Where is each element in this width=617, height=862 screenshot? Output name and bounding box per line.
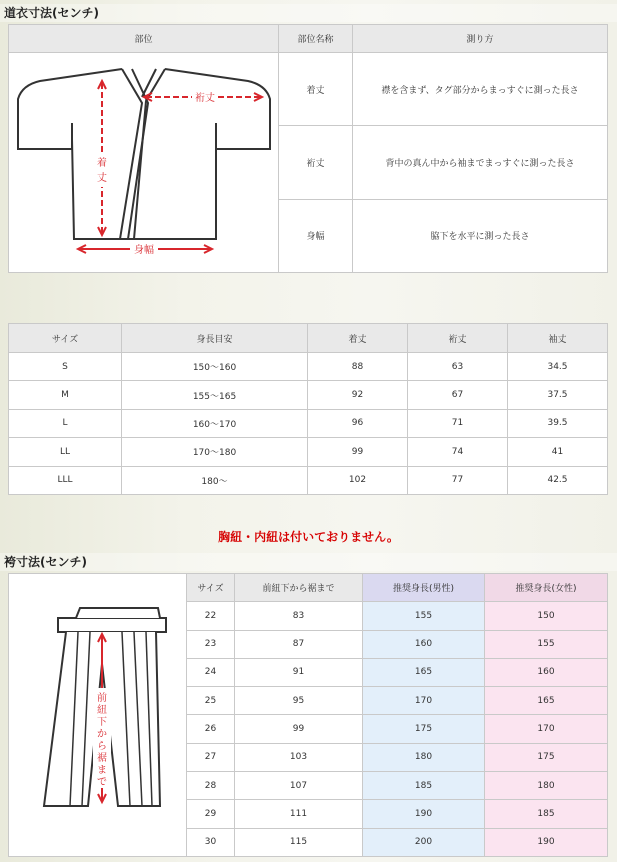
length-cell: 99	[235, 715, 363, 743]
size-cell: LL	[9, 438, 122, 466]
male-height-cell: 185	[363, 771, 485, 799]
male-height-cell: 190	[363, 800, 485, 828]
size-cell: 23	[187, 630, 235, 658]
yuki-cell: 77	[408, 466, 508, 494]
dougi-size-table	[8, 323, 608, 495]
part-name-cell: 身幅	[279, 199, 353, 272]
table-row	[9, 438, 608, 466]
size-cell: L	[9, 409, 122, 437]
size-cell: 22	[187, 602, 235, 630]
length-cell: 111	[235, 800, 363, 828]
size-cell: 27	[187, 743, 235, 771]
male-height-cell: 170	[363, 687, 485, 715]
section-title-dougi: 道衣寸法(センチ)	[0, 4, 617, 22]
length-cell: 92	[308, 381, 408, 409]
sleeve-cell: 42.5	[508, 466, 608, 494]
male-height-cell: 200	[363, 828, 485, 856]
dougi-measure-table	[8, 24, 608, 273]
table-row	[9, 466, 608, 494]
yuki-cell: 63	[408, 353, 508, 381]
length-cell: 99	[308, 438, 408, 466]
hakama-diagram-cell	[9, 574, 187, 857]
header-male-height: 推奨身長(男性)	[363, 574, 485, 602]
size-cell: M	[9, 381, 122, 409]
notice-text: 胸紐・内紐は付いておりません。	[218, 530, 399, 544]
part-name-cell: 裄丈	[279, 126, 353, 199]
size-cell: S	[9, 353, 122, 381]
sleeve-label: 裄丈	[194, 93, 215, 104]
method-cell: 背中の真ん中から袖までまっすぐに測った長さ	[353, 126, 608, 199]
table-row	[9, 381, 608, 409]
svg-text:で: で	[96, 777, 107, 788]
svg-text:紐: 紐	[96, 705, 107, 716]
header-sleeve: 袖丈	[508, 324, 608, 353]
female-height-cell: 150	[485, 602, 608, 630]
length-label-2: 丈	[96, 173, 107, 184]
length-cell: 103	[235, 743, 363, 771]
dougi-diagram-cell	[9, 53, 279, 273]
header-part: 部位	[9, 25, 279, 53]
part-name-cell: 着丈	[279, 53, 353, 126]
length-label-1: 着	[96, 158, 107, 169]
svg-text:ま: ま	[96, 765, 107, 776]
yuki-cell: 74	[408, 438, 508, 466]
height-cell: 155〜165	[122, 381, 308, 409]
sleeve-cell: 37.5	[508, 381, 608, 409]
height-cell: 160〜170	[122, 409, 308, 437]
female-height-cell: 165	[485, 687, 608, 715]
female-height-cell: 170	[485, 715, 608, 743]
dougi-diagram	[10, 53, 278, 269]
female-height-cell: 180	[485, 771, 608, 799]
length-cell: 83	[235, 602, 363, 630]
waistband	[58, 618, 166, 632]
table-row	[9, 353, 608, 381]
header-method: 測り方	[353, 25, 608, 53]
size-cell: 24	[187, 658, 235, 686]
length-cell: 87	[235, 630, 363, 658]
sleeve-cell: 34.5	[508, 353, 608, 381]
svg-text:裾: 裾	[96, 753, 107, 764]
male-height-cell: 175	[363, 715, 485, 743]
length-cell: 96	[308, 409, 408, 437]
length-cell: 107	[235, 771, 363, 799]
height-cell: 180〜	[122, 466, 308, 494]
size-cell: 29	[187, 800, 235, 828]
width-label: 身幅	[133, 245, 154, 256]
male-height-cell: 180	[363, 743, 485, 771]
length-cell: 115	[235, 828, 363, 856]
svg-text:か: か	[96, 729, 107, 740]
sleeve-cell: 41	[508, 438, 608, 466]
size-cell: 28	[187, 771, 235, 799]
size-cell: LLL	[9, 466, 122, 494]
method-cell: 襟を含まず、タグ部分からまっすぐに測った長さ	[353, 53, 608, 126]
svg-text:下: 下	[96, 717, 107, 728]
section-title-hakama: 袴寸法(センチ)	[0, 553, 617, 571]
male-height-cell: 155	[363, 602, 485, 630]
female-height-cell: 155	[485, 630, 608, 658]
height-cell: 150〜160	[122, 353, 308, 381]
length-cell: 95	[235, 687, 363, 715]
female-height-cell: 175	[485, 743, 608, 771]
method-cell: 脇下を水平に測った長さ	[353, 199, 608, 272]
yuki-cell: 67	[408, 381, 508, 409]
svg-text:前: 前	[96, 693, 107, 704]
height-cell: 170〜180	[122, 438, 308, 466]
header-yuki: 裄丈	[408, 324, 508, 353]
header-female-height: 推奨身長(女性)	[485, 574, 608, 602]
size-cell: 26	[187, 715, 235, 743]
female-height-cell: 185	[485, 800, 608, 828]
size-cell: 30	[187, 828, 235, 856]
male-height-cell: 160	[363, 630, 485, 658]
yuki-cell: 71	[408, 409, 508, 437]
male-height-cell: 165	[363, 658, 485, 686]
svg-text:ら: ら	[96, 741, 107, 752]
header-height: 身長目安	[122, 324, 308, 353]
header-front-length: 前紐下から裾まで	[235, 574, 363, 602]
header-part-name: 部位名称	[279, 25, 353, 53]
length-cell: 91	[235, 658, 363, 686]
table-row	[9, 409, 608, 437]
header-size: サイズ	[9, 324, 122, 353]
header-length: 着丈	[308, 324, 408, 353]
female-height-cell: 160	[485, 658, 608, 686]
size-cell: 25	[187, 687, 235, 715]
female-height-cell: 190	[485, 828, 608, 856]
length-cell: 88	[308, 353, 408, 381]
length-cell: 102	[308, 466, 408, 494]
hakama-diagram	[10, 574, 186, 853]
header-size: サイズ	[187, 574, 235, 602]
hakama-size-table	[8, 573, 608, 857]
sleeve-cell: 39.5	[508, 409, 608, 437]
